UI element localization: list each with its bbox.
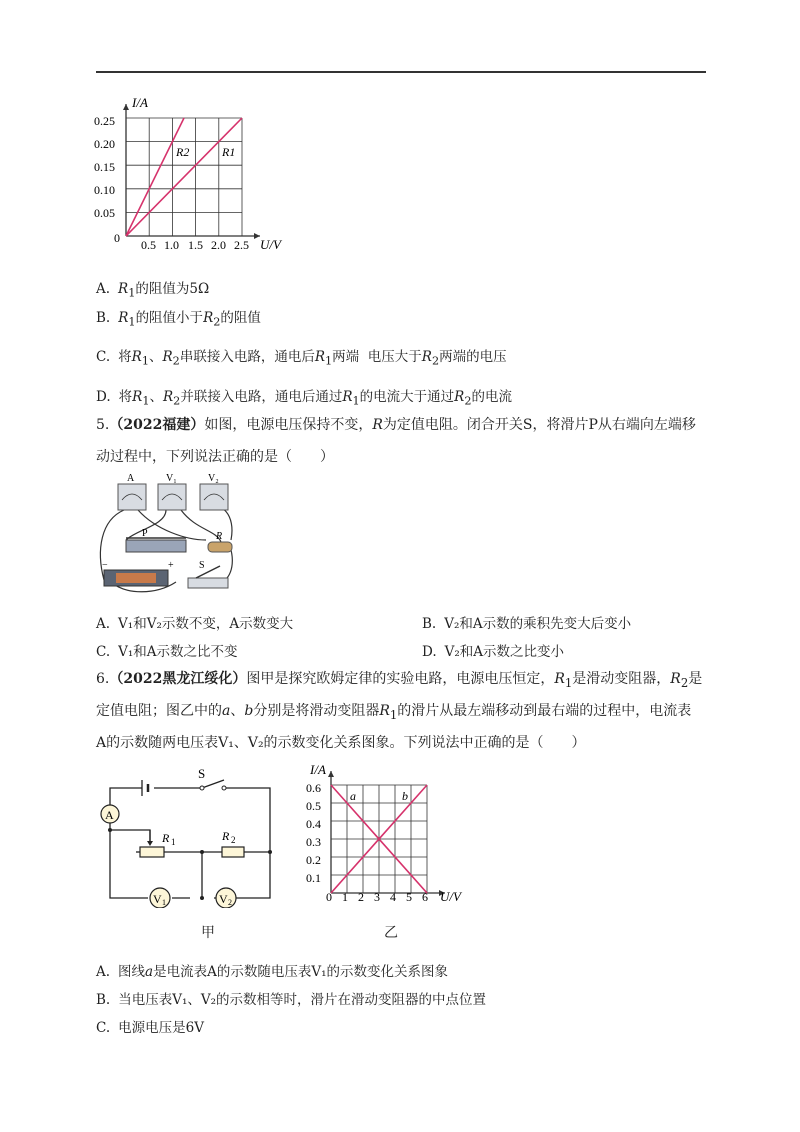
- chart-iu-r1-r2: [92, 93, 292, 258]
- chart1-xtick-0: 0.5: [141, 238, 156, 252]
- svg-text:2: 2: [228, 898, 232, 907]
- resistor-icon: [208, 531, 232, 552]
- svg-text:S: S: [199, 560, 205, 571]
- q4-option-b-letter: B.: [96, 310, 111, 326]
- svg-text:V: V: [219, 892, 228, 906]
- voltmeter-v2-icon: [200, 473, 228, 510]
- svg-text:2: 2: [231, 835, 236, 845]
- chart1-ytick-1: 0.20: [94, 137, 115, 151]
- svg-text:R: R: [216, 531, 223, 542]
- battery-icon: [102, 560, 174, 586]
- chart2-ytick-0: 0.6: [306, 781, 321, 795]
- chart1-ytick-2: 0.15: [94, 160, 115, 174]
- chart2-ytick-4: 0.2: [306, 853, 321, 867]
- circuit-caption: 甲: [201, 925, 215, 941]
- q6-stem-line2: 定值电阻；图乙中的a、b分别是将滑动变阻器$R_1$的滑片从最左端移动到最右端的过程中，电流表: [96, 703, 692, 722]
- q6-option-b: B. 当电压表V₁、V₂的示数相等时，滑片在滑动变阻器的中点位置: [96, 992, 487, 1008]
- svg-text:−: −: [102, 560, 108, 571]
- q4-option-c: C. 将$R_1$、$R_2$串联接入电路，通电后$R_1$两端 电压大于$R_2$两端的电压: [96, 349, 507, 368]
- chart2-xtick-1: 1: [342, 890, 348, 904]
- chart2-xtick-3: 3: [374, 890, 380, 904]
- svg-text:+: +: [168, 560, 174, 571]
- y-axis-arrow-icon: [328, 771, 334, 777]
- chart2-xtick-6: 6: [422, 890, 428, 904]
- chart1-origin: 0: [114, 231, 120, 245]
- chart1-lines: [126, 118, 242, 236]
- q4-option-d: D. 将$R_1$、$R_2$并联接入电路，通电后通过$R_1$的电流大于通过$R_2$的电流: [96, 389, 513, 408]
- voltmeter-v1-symbol-icon: [150, 888, 170, 908]
- ammeter-symbol-icon: [101, 805, 119, 823]
- svg-text:P: P: [142, 528, 148, 539]
- q6-option-c: C. 电源电压是6V: [96, 1020, 204, 1036]
- svg-text:A: A: [127, 473, 135, 484]
- chart1-ylabel: I/A: [132, 95, 148, 110]
- q6-option-a: A. 图线a是电流表A的示数随电压表V₁的示数变化关系图象: [96, 964, 449, 980]
- chart1-series-r2-label: R2: [176, 145, 190, 159]
- chart2-ytick-2: 0.4: [306, 817, 321, 831]
- switch-icon: [188, 560, 228, 588]
- chart1-xtick-1: 1.0: [164, 238, 179, 252]
- q6-circuit-figure: [92, 768, 292, 908]
- q5-option-a: A. V₁和V₂示数不变，A示数变大: [96, 616, 294, 632]
- chart2-xlabel: U/V: [440, 889, 461, 904]
- chart1-ytick-3: 0.10: [94, 183, 115, 197]
- q5-option-b: B. V₂和A示数的乘积先变大后变小: [422, 616, 632, 632]
- svg-text:1: 1: [162, 898, 166, 907]
- q5-stem-line1: 5.（2022福建）如图，电源电压保持不变，R为定值电阻。闭合开关S，将滑片P从右端向左端移: [96, 417, 696, 433]
- battery-symbol-icon: [142, 780, 148, 796]
- q5-option-d: D. V₂和A示数之比变小: [422, 644, 565, 660]
- q5-number: 5.: [96, 417, 110, 433]
- header-rule: [96, 71, 706, 73]
- q5-option-c: C. V₁和A示数之比不变: [96, 644, 238, 660]
- q5-apparatus-figure: [96, 470, 246, 600]
- svg-text:1: 1: [171, 837, 176, 847]
- q4-option-a-symbol: R: [118, 281, 129, 297]
- voltmeter-v1-icon: [158, 473, 186, 510]
- svg-text:R: R: [222, 829, 230, 843]
- q4-option-b-text2: 的阻值: [220, 310, 261, 326]
- chart2-ytick-1: 0.5: [306, 799, 321, 813]
- ammeter-icon: [118, 473, 146, 510]
- svg-text:S: S: [198, 768, 206, 781]
- chart2-xtick-5: 5: [406, 890, 412, 904]
- svg-text:V₁: V₁: [166, 473, 177, 484]
- svg-text:V: V: [153, 892, 162, 906]
- q6-stem-line1: 6.（2022黑龙江绥化）图甲是探究欧姆定律的实验电路，电源电压恒定，$R_1$是滑动变阻器，$R_2$是: [96, 671, 703, 690]
- switch-symbol-icon: [198, 768, 226, 790]
- voltmeter-v2-symbol-icon: [216, 888, 236, 908]
- q5-stem-line2: 动过程中，下列说法正确的是（ ）: [96, 449, 334, 465]
- q5-source: （2022福建）: [109, 417, 205, 433]
- chart1-xtick-2: 1.5: [188, 238, 203, 252]
- chart2-caption: 乙: [384, 925, 398, 941]
- chart2-series-a-label: a: [350, 789, 356, 803]
- chart1-ytick-0: 0.25: [94, 114, 115, 128]
- svg-text:V₂: V₂: [208, 473, 219, 484]
- q4-option-a-text: 的阻值为5Ω: [135, 281, 210, 297]
- series-line-r1: [126, 118, 242, 236]
- rheostat-r1-symbol-icon: [140, 830, 176, 857]
- q4-option-b-text1: 的阻值小于: [135, 310, 204, 326]
- q4-option-c-letter: C.: [96, 349, 111, 365]
- series-line-r2: [126, 118, 184, 236]
- chart2-ytick-5: 0.1: [306, 871, 321, 885]
- chart2-xtick-2: 2: [358, 890, 364, 904]
- chart-iu-a-b: [304, 760, 484, 910]
- q4-option-d-letter: D.: [96, 389, 111, 405]
- q4-option-a-letter: A.: [96, 281, 111, 297]
- chart1-xtick-3: 2.0: [211, 238, 226, 252]
- y-axis-arrow-icon: [123, 104, 129, 110]
- q4-option-a-sub: 1: [128, 286, 136, 300]
- resistor-r2-symbol-icon: [221, 829, 244, 857]
- chart1-ytick-4: 0.05: [94, 206, 115, 220]
- chart2-xtick-0: 0: [326, 890, 332, 904]
- chart1-xtick-4: 2.5: [234, 238, 249, 252]
- chart2-ytick-3: 0.3: [306, 835, 321, 849]
- chart1-series-r1-label: R1: [222, 145, 236, 159]
- rheostat-icon: [126, 528, 186, 552]
- chart2-xtick-4: 4: [390, 890, 396, 904]
- q6-stem-line3: A的示数随两电压表V₁、V₂的示数变化关系图象。下列说法中正确的是（ ）: [96, 735, 586, 751]
- chart2-series-b-label: b: [402, 789, 408, 803]
- svg-text:A: A: [105, 808, 114, 822]
- q4-option-a: [96, 277, 209, 300]
- chart1-xlabel: U/V: [260, 237, 281, 252]
- svg-text:R: R: [162, 831, 170, 845]
- q4-option-b: B. $R_1$的阻值小于$R_2$的阻值: [96, 310, 261, 329]
- chart2-ylabel: I/A: [310, 762, 326, 777]
